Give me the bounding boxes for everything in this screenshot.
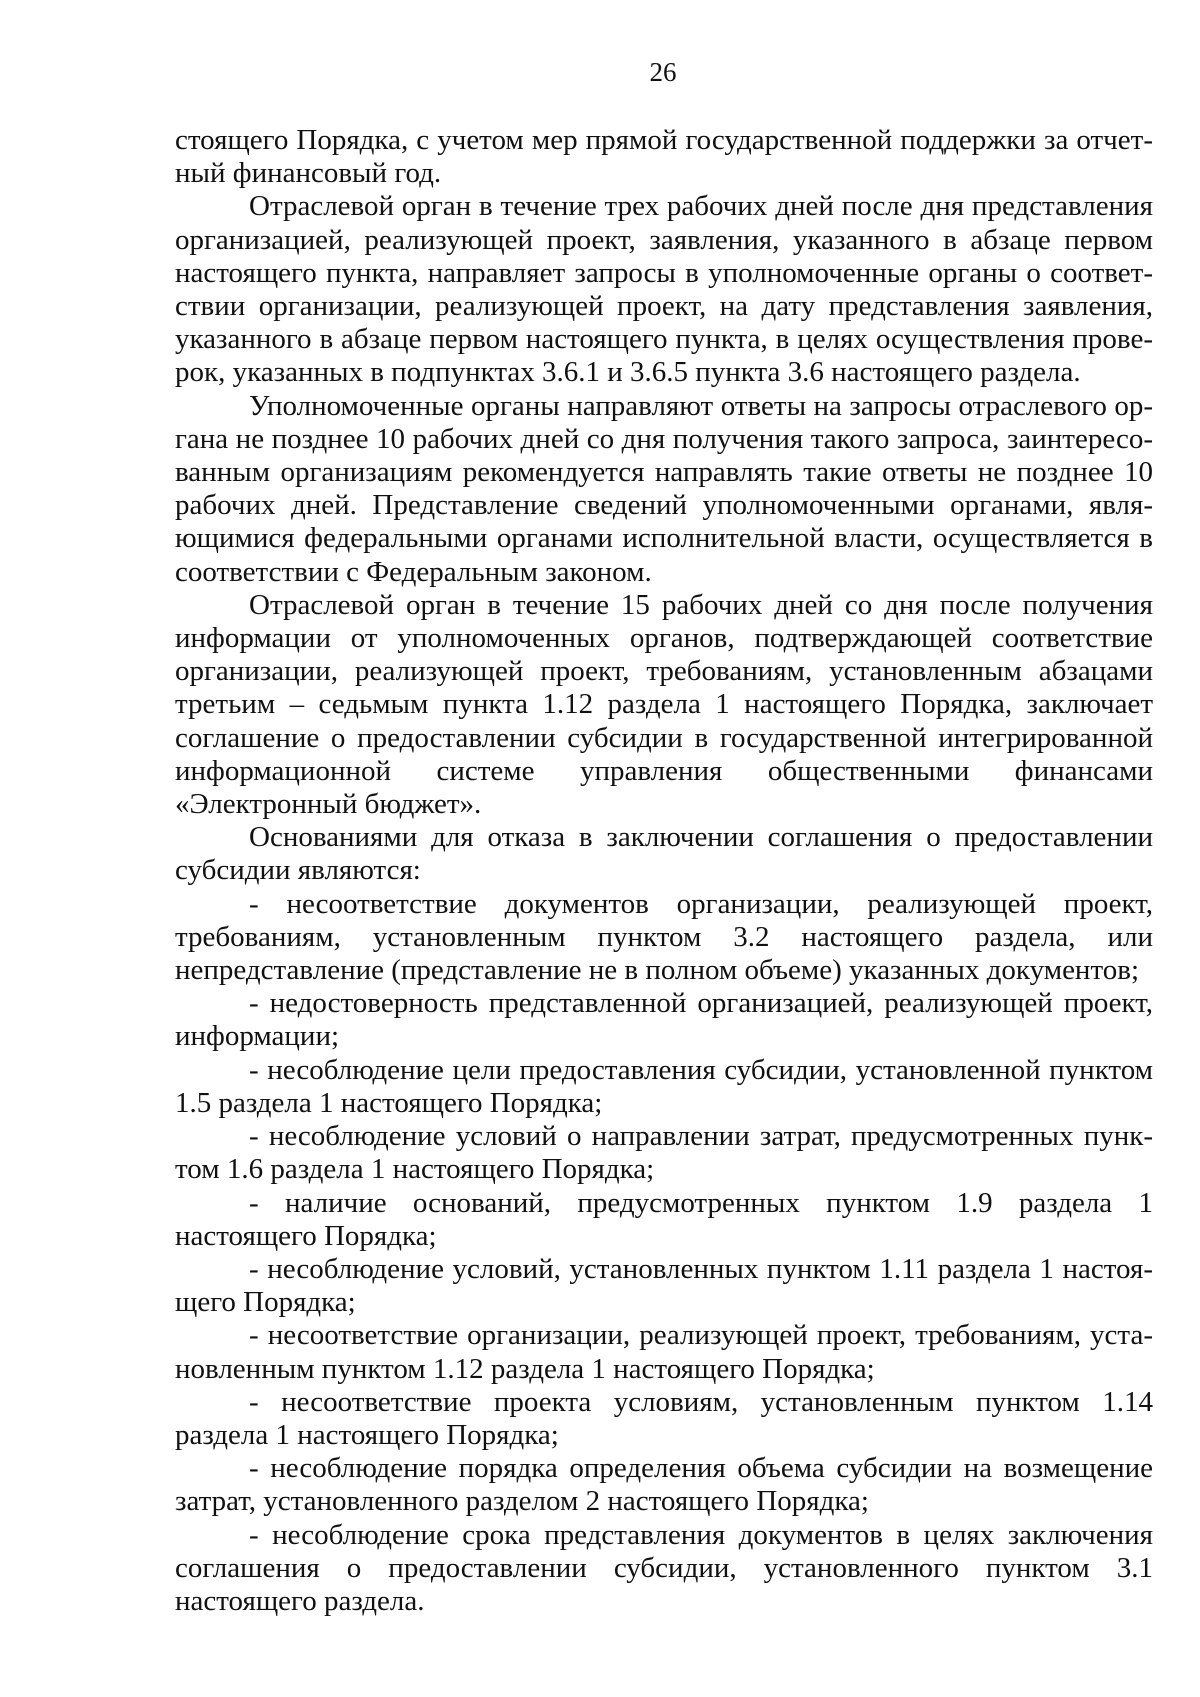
document-body	[175, 124, 1153, 1618]
list-item: - наличие оснований, предусмотренных пунктом 1.9 раздела 1 настоящего Порядка;	[175, 1186, 1153, 1252]
list-item: - несоответствие документов организации, реализующей проект, требованиям, установленным пунктом 3.2 настоящего раздела, или непредставление (представление не в полном объеме) указанных документов;	[175, 887, 1153, 987]
paragraph: Уполномоченные органы направляют ответы на запросы отраслевого органа не позднее 10 рабочих дней со дня получения такого запроса, заинтересованным организациям рекомендуется направлять такие ответы не позднее 10 рабочих дней. Представление сведений уполномоченными органами, являющимися федеральными органами исполнительной власти, осуществляется в соответствии с Федеральным законом.	[175, 389, 1153, 588]
paragraph: Отраслевой орган в течение трех рабочих дней после дня представления организацией, реализующей проект, заявления, указанного в абзаце первом настоящего пункта, направляет запросы в уполномоченные органы о соответствии организации, реализующей проект, на дату представления заявления, указанного в абзаце первом настоящего пункта, в целях осуществления проверок, указанных в подпунктах 3.6.1 и 3.6.5 пункта 3.6 настоящего раздела.	[175, 190, 1153, 389]
list-item: - несоблюдение цели предоставления субсидии, установленной пунктом 1.5 раздела 1 настоящего Порядка;	[175, 1053, 1153, 1119]
page-number: 26	[649, 57, 677, 87]
list-item: - несоответствие организации, реализующей проект, требованиям, установленным пунктом 1.12 раздела 1 настоящего Порядка;	[175, 1319, 1153, 1385]
paragraph: Отраслевой орган в течение 15 рабочих дней со дня после получения информации от уполномоченных органов, подтверждающей соответствие организации, реализующей проект, требованиям, установленным абзацами третьим – седьмым пункта 1.12 раздела 1 настоящего Порядка, заключает соглашение о предоставлении субсидии в государственной интегрированной информационной системе управления общественными финансами «Электронный бюджет».	[175, 588, 1153, 821]
list-item: - недостоверность представленной организацией, реализующей проект, информации;	[175, 987, 1153, 1053]
list-item: - несоблюдение порядка определения объема субсидии на возмещение затрат, установленного разделом 2 настоящего Порядка;	[175, 1452, 1153, 1518]
paragraph: стоящего Порядка, с учетом мер прямой государственной поддержки за отчетный финансовый год.	[175, 124, 1153, 190]
list-item: - несоблюдение условий о направлении затрат, предусмотренных пунктом 1.6 раздела 1 настоящего Порядка;	[175, 1120, 1153, 1186]
list-item: - несоблюдение условий, установленных пунктом 1.11 раздела 1 настоящего Порядка;	[175, 1252, 1153, 1319]
list-item: - несоответствие проекта условиям, установленным пунктом 1.14 раздела 1 настоящего Порядка;	[175, 1385, 1153, 1451]
list-item: - несоблюдение срока представления документов в целях заключения соглашения о предоставлении субсидии, установленного пунктом 3.1 настоящего раздела.	[175, 1518, 1153, 1617]
paragraph: Основаниями для отказа в заключении соглашения о предоставлении субсидии являются:	[175, 821, 1153, 887]
